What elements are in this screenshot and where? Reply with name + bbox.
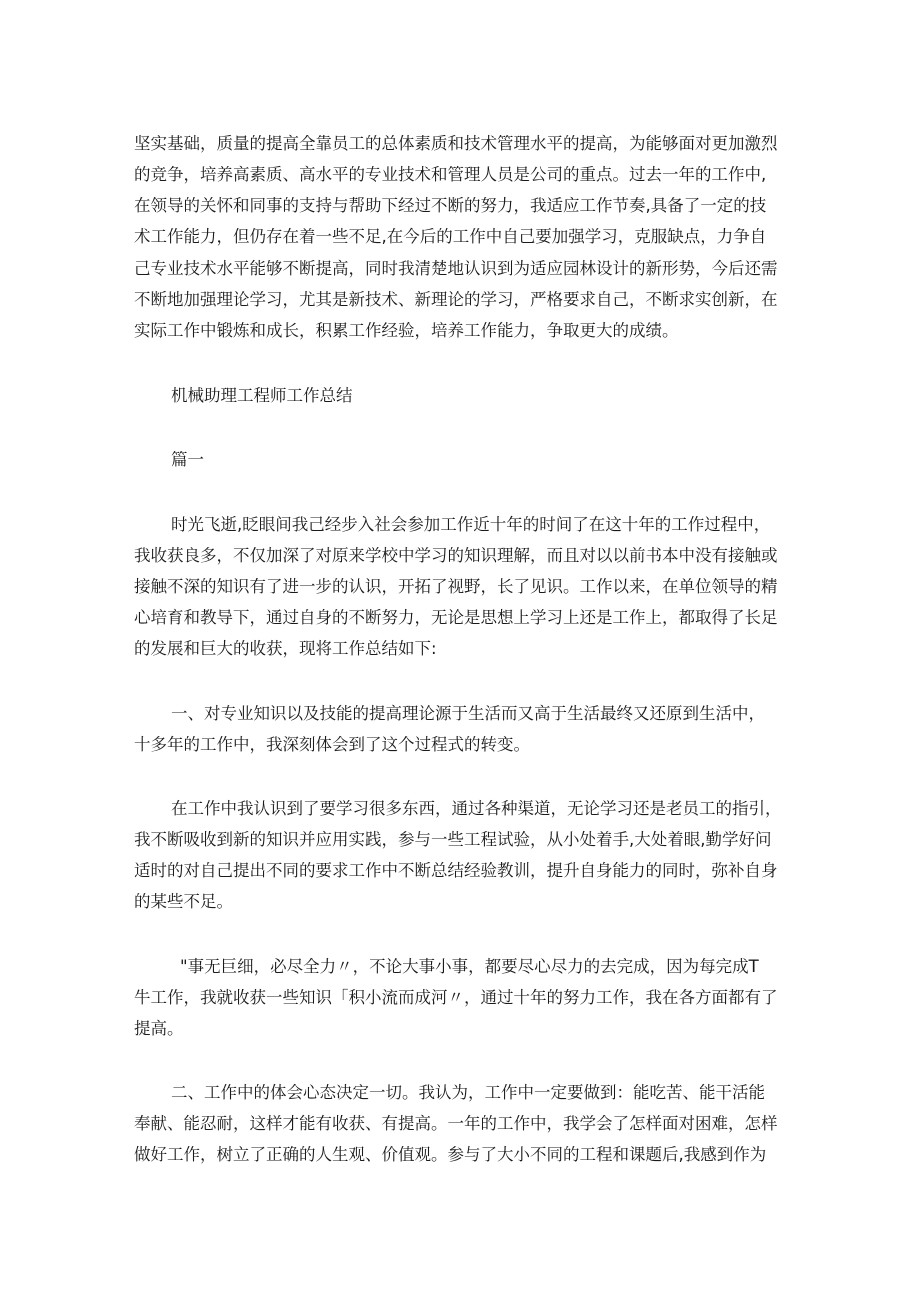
text-line: 坚实基础，质量的提高全靠员工的总体素质和技术管理水平的提高，为能够面对更加激烈	[134, 134, 778, 153]
text-line: 的竞争，培养高素质、高水平的专业技术和管理人员是公司的重点。过去一年的工作中,	[134, 165, 767, 184]
text-line: 术工作能力，但仍存在着一些不足,在今后的工作中自己要加强学习，克服缺点，力争自	[134, 227, 767, 246]
text-line: 提高。	[134, 1019, 184, 1038]
text-line: 接触不深的知识有了进一步的认识，开拓了视野，长了见识。工作以来，在单位领导的精	[134, 577, 778, 596]
text-line: 心培育和教导下，通过自身的不断努力，无论是思想上学习上还是工作上，都取得了长足	[134, 608, 778, 627]
text-line: 十多年的工作中，我深刻体会到了这个过程式的转变。	[134, 735, 530, 754]
text-line: 时光飞逝,眨眼间我己经步入社会参加工作近十年的时间了在这十年的工作过程中，	[171, 515, 771, 534]
section-title: 机械助理工程师工作总结	[171, 386, 353, 405]
text-line: 奉献、能忍耐，这样才能有收获、有提高。一年的工作中，我学会了怎样面对困难，怎样	[134, 1114, 778, 1133]
text-line: 一、对专业知识以及技能的提高理论源于生活而又高于生活最终又还原到生活中，	[171, 704, 765, 723]
text-line: 牛工作，我就收获一些知识「积小流而成河〃，通过十年的努力工作，我在各方面都有了	[134, 988, 778, 1007]
text-line: 适时的对自己提出不同的要求工作中不断总结经验教训，提升自身能力的同时，弥补自身	[134, 861, 778, 880]
text-line: 的某些不足。	[134, 892, 233, 911]
text-line: 二、工作中的体会心态决定一切。我认为，工作中一定要做到：能吃苦、能干活能	[171, 1083, 765, 1102]
part-label: 篇一	[171, 450, 204, 469]
text-line: 我收获良多，不仅加深了对原来学校中学习的知识理解，而且对以以前书本中没有接触或	[134, 546, 778, 565]
text-line: 的发展和巨大的收获，现将工作总结如下:	[134, 639, 437, 658]
text-line: 在工作中我认识到了要学习很多东西，通过各种渠道，无论学习还是老员工的指引，	[171, 799, 782, 818]
text-line: 实际工作中锻炼和成长，积累工作经验，培养工作能力，争取更大的成绩。	[134, 321, 679, 340]
text-line: "事无巨细，必尽全力〃，不论大事小事，都要尽心尽力的去完成，因为每完成T	[180, 957, 759, 976]
text-line: 不断地加强理论学习，尤其是新技术、新理论的学习，严格要求自己，不断求实创新，在	[134, 290, 778, 309]
text-line: 做好工作，树立了正确的人生观、价值观。参与了大小不同的工程和课题后,我感到作为	[134, 1145, 767, 1164]
text-line: 我不断吸收到新的知识并应用实践，参与一些工程试验，从小处着手,大处着眼,勤学好问	[134, 830, 772, 849]
text-line: 在领导的关怀和同事的支持与帮助下经过不断的努力，我适应工作节奏,具备了一定的技	[134, 196, 767, 215]
text-line: 己专业技术水平能够不断提高，同时我清楚地认识到为适应园林设计的新形势，今后还需	[134, 259, 778, 278]
